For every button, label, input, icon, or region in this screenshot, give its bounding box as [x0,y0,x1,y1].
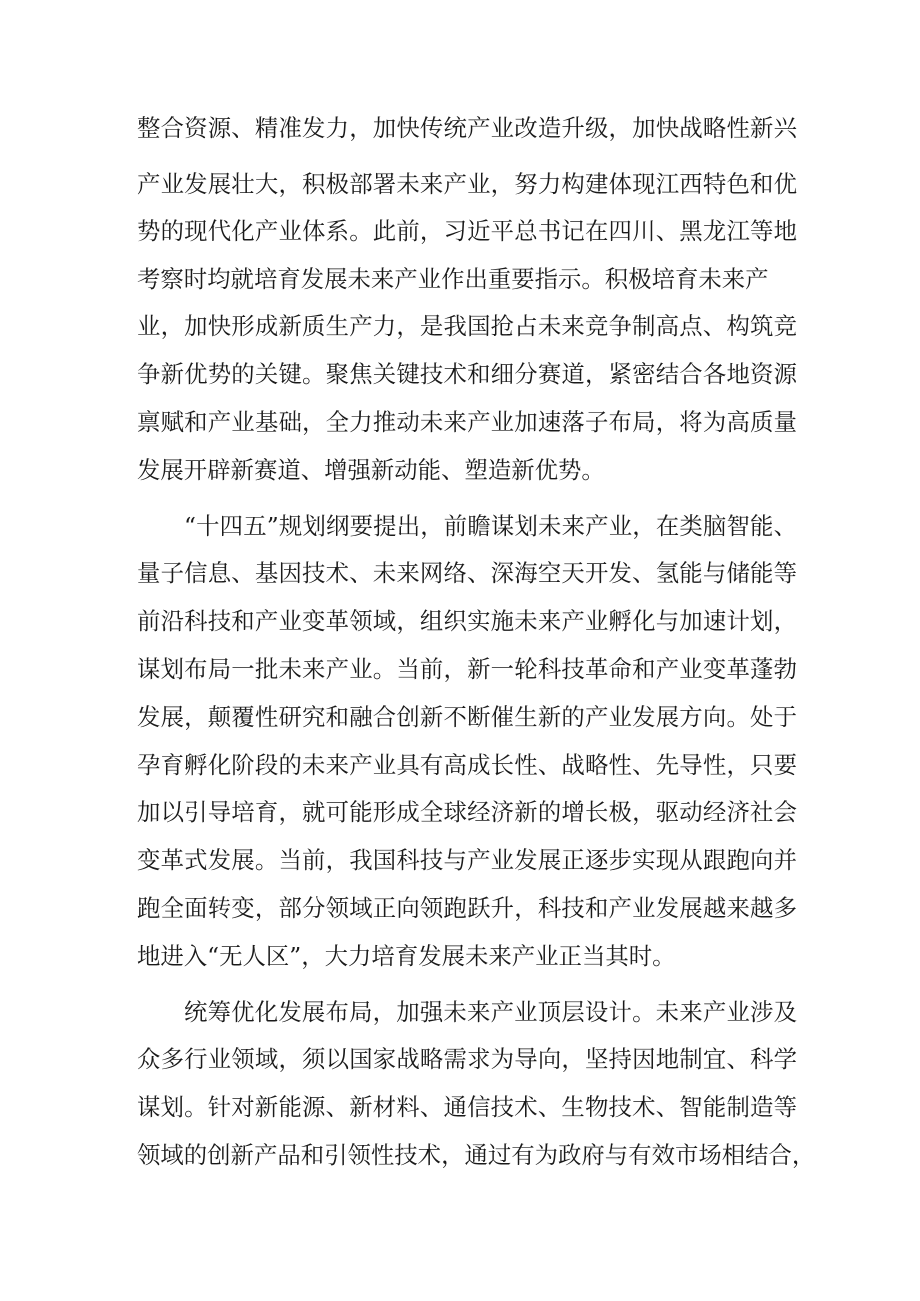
text-line: 整合资源、精准发力，加快传统产业改造升级，加快战略性新兴 [137,114,797,142]
text-line: 地进入“无人区”，大力培育发展未来产业正当其时。 [137,942,676,970]
text-line: 孕育孵化阶段的未来产业具有高成长性、战略性、先导性，只要 [137,751,797,779]
text-line: 领域的创新产品和引领性技术，通过有为政府与有效市场相结合， [137,1141,816,1169]
text-line: 业，加快形成新质生产力，是我国抢占未来竞争制高点、构筑竞 [137,312,797,340]
text-line: 跑全面转变，部分领域正向领跑跃升，科技和产业发展越来越多 [137,894,797,922]
text-line: 考察时均就培育发展未来产业作出重要指示。积极培育未来产 [137,265,769,293]
text-line: 发展，颠覆性研究和融合创新不断催生新的产业发展方向。处于 [137,703,797,731]
text-line: 前沿科技和产业变革领域，组织实施未来产业孵化与加速计划， [137,607,797,635]
text-line: 势的现代化产业体系。此前，习近平总书记在四川、黑龙江等地 [137,217,797,245]
text-line: 争新优势的关键。聚焦关键技术和细分赛道，紧密结合各地资源 [137,360,797,388]
text-line: 产业发展壮大，积极部署未来产业，努力构建体现江西特色和优 [137,170,797,198]
text-line: 禀赋和产业基础，全力推动未来产业加速落子布局，将为高质量 [137,408,797,436]
text-line: 量子信息、基因技术、未来网络、深海空天开发、氢能与储能等 [137,559,797,587]
text-line: 众多行业领域，须以国家战略需求为导向，坚持因地制宜、科学 [137,1045,797,1073]
text-line: 加以引导培育，就可能形成全球经济新的增长极，驱动经济社会 [137,798,797,826]
text-line: 统筹优化发展布局，加强未来产业顶层设计。未来产业涉及 [184,998,797,1026]
text-line: 谋划布局一批未来产业。当前，新一轮科技革命和产业变革蓬勃 [137,655,797,683]
text-line: 变革式发展。当前，我国科技与产业发展正逐步实现从跟跑向并 [137,846,797,874]
text-line: 发展开辟新赛道、增强新动能、塑造新优势。 [137,456,605,484]
text-line: 谋划。针对新能源、新材料、通信技术、生物技术、智能制造等 [137,1093,797,1121]
text-line: “十四五”规划纲要提出，前瞻谋划未来产业，在类脑智能、 [184,512,797,540]
